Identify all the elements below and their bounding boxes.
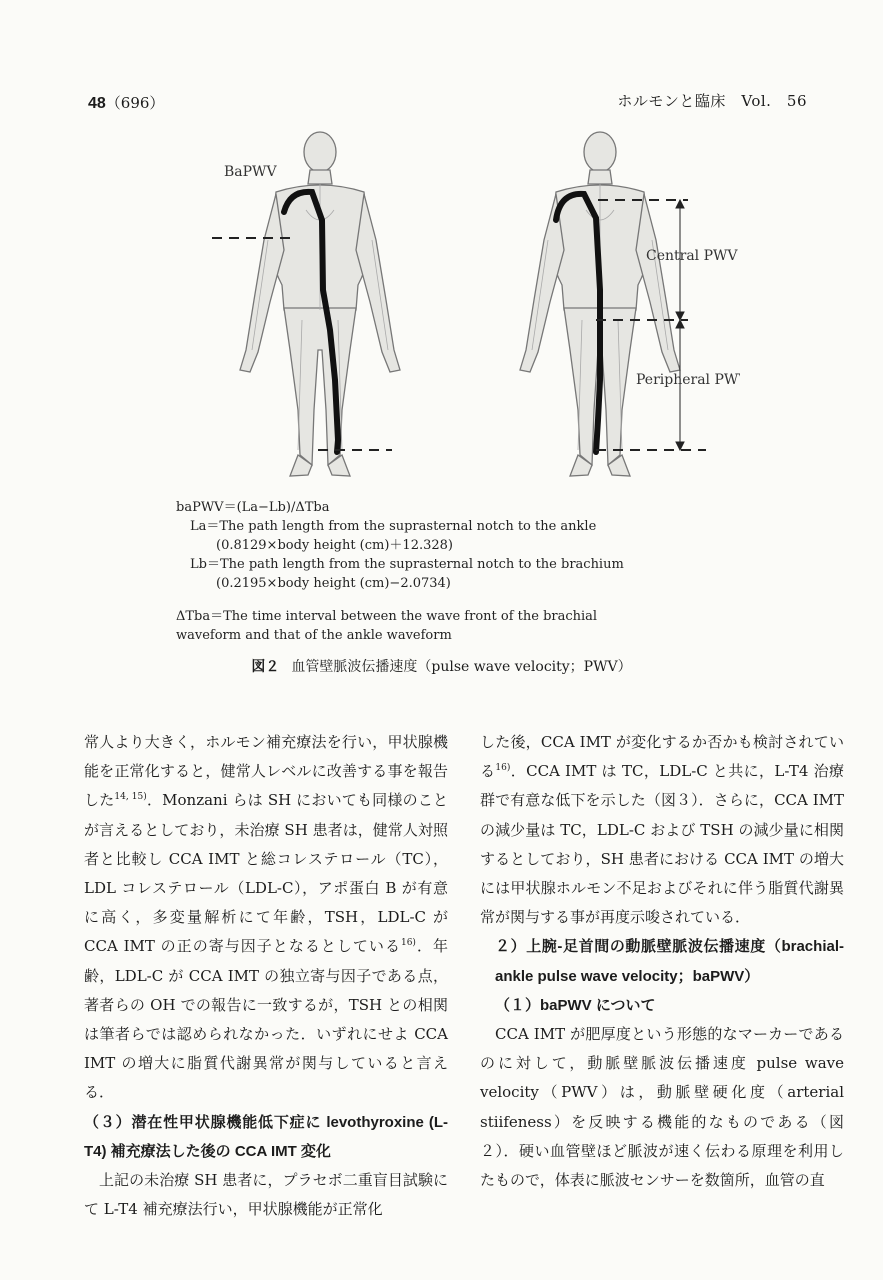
formula-la-calc: (0.8129×body height (cm)＋12.328) xyxy=(216,538,453,553)
figure-caption xyxy=(0,656,883,676)
reference-14-15: 14, 15) xyxy=(114,792,147,803)
section-heading-3: （３）潜在性甲状腺機能低下症に levothyroxine (L-T4) 補充療法した後の CCA IMT 変化 xyxy=(84,1113,448,1160)
section-heading-2: ２）上腕-足首間の動脈壁脈波伝播速度（brachial-ankle pulse wave velocity；baPWV） xyxy=(495,938,844,985)
figure-pwv xyxy=(180,120,740,490)
reference-16: 16) xyxy=(400,938,416,949)
label-bapwv: BaPWV xyxy=(224,164,277,180)
reference-16-right: 16) xyxy=(495,763,511,774)
label-central-pwv: Central PWV xyxy=(646,248,738,264)
formula-lb: Lb＝The path length from the suprasternal notch to the brachium xyxy=(190,557,624,572)
formula-la: La＝The path length from the suprasternal notch to the ankle xyxy=(190,519,597,534)
page-number-sub: （696） xyxy=(105,94,165,112)
left-paragraph-2: 上記の未治療 SH 患者に，プラセボ二重盲目試験にて L-T4 補充療法行い，甲状腺機能が正常化 xyxy=(84,1171,448,1219)
subsection-heading-1: （１）baPWV について xyxy=(495,996,656,1014)
right-column xyxy=(480,728,844,1195)
caption-text: 血管壁脈波伝播速度（pulse wave velocity；PWV） xyxy=(291,659,632,675)
measure-arrows xyxy=(676,200,684,450)
caption-number: 図２ xyxy=(251,658,280,674)
left-paragraph-1: 常人より大きく，ホルモン補充療法を行い，甲状腺機能を正常化すると，健常人レベルに改善する事を報告した$^{14, 15)}$．Monzani らは SH においても同様のことが言えるとしており，未治療 SH 患者は，健常人対照者と比較し CCA IMT と総コレステロール（TC），LDL コレステロール（LDL-C），アポ蛋白 B が有意に高く，多変量解析にて年齢，TSH，LDL-C が CCA IMT の正の寄与因子となるとしている$^{16)}$．年齢，LDL-C が CCA IMT の独立寄与因子である点，著者らの OH での報告に一致するが，TSH との相関は筆者らでは認められなかった．いずれにせよ CCA IMT の増大に脂質代謝異常が関与していると言える． xyxy=(84,733,448,1102)
body-illustrations xyxy=(180,120,740,490)
journal-title: ホルモンと臨床 Vol. 56 xyxy=(617,92,807,110)
formula-lb-calc: (0.2195×body height (cm)−2.0734) xyxy=(216,576,451,591)
formula-main: baPWV＝(La−Lb)/ΔTba xyxy=(176,500,330,515)
right-paragraph-2: CCA IMT が肥厚度という形態的なマーカーであるのに対して，動脈壁脈波伝播速度 pulse wave velocity（PWV）は，動脈壁硬化度（arterial stiifeness）を反映する機能的なものである（図２）．硬い血管壁ほど脈波が速く伝わる原理を利用したもので，体表に脈波センサーを数箇所，血管の直 xyxy=(480,1025,844,1190)
right-paragraph-1: した後，CCA IMT が変化するか否かも検討されている$^{16)}$．CCA IMT は TC，LDL-C と共に，L-T4 治療群で有意な低下を示した（図３）．さらに，CCA IMT の減少量は TC，LDL-C および TSH の減少量に相関するとしており，SH 患者における CCA IMT の増大には甲状腺ホルモン不足およびそれに伴う脂質代謝異常が関与する事が再度示唆されている． xyxy=(480,733,844,927)
label-peripheral-pwv: Peripheral PWV xyxy=(636,372,740,388)
page-number-main: 48 xyxy=(88,95,106,112)
formula-dt-line2: waveform and that of the ankle waveform xyxy=(176,628,452,643)
formula-block xyxy=(176,498,736,645)
left-column xyxy=(84,728,448,1224)
page-number xyxy=(88,92,164,113)
formula-dt-line1: ΔTba＝The time interval between the wave front of the brachial xyxy=(176,609,598,624)
